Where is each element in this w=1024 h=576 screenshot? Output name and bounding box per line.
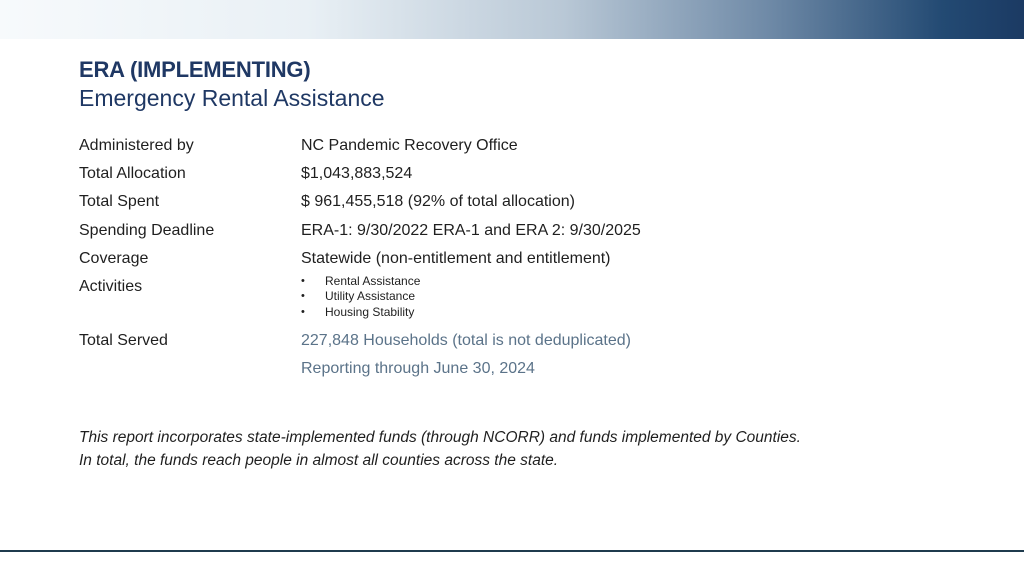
total-spent-label: Total Spent: [79, 193, 160, 211]
activity-utility-assistance: Utility Assistance: [325, 289, 416, 304]
bullet-icon: •: [301, 274, 305, 287]
row-coverage: [79, 250, 979, 278]
activities-label: Activities: [79, 277, 143, 295]
bottom-divider: [0, 550, 1024, 552]
bullet-icon: •: [301, 290, 305, 303]
list-item: [301, 289, 420, 305]
row-total-served: [79, 332, 979, 360]
list-item: [301, 305, 420, 321]
page-subtitle: Emergency Rental Assistance: [79, 85, 385, 111]
administered-by-value: NC Pandemic Recovery Office: [301, 137, 518, 154]
coverage-value: Statewide (non-entitlement and entitlement): [301, 249, 611, 267]
row-administered-by: [79, 137, 979, 165]
row-spending-deadline: [79, 222, 979, 250]
spending-deadline-label: Spending Deadline: [79, 221, 215, 239]
footnote-line-1: This report incorporates state-implemented funds (through NCORR) and funds implemented by Counties.: [79, 429, 801, 446]
row-total-spent: [79, 193, 979, 221]
footnote-line-2: In total, the funds reach people in almost all counties across the state.: [79, 451, 559, 469]
total-served-value: 227,848 Households (total is not deduplicated): [301, 331, 631, 349]
row-total-allocation: [79, 165, 979, 193]
bullet-icon: •: [301, 305, 305, 318]
coverage-label: Coverage: [79, 249, 149, 267]
administered-by-label: Administered by: [79, 137, 194, 154]
row-activities: [79, 273, 979, 332]
footnote: [79, 427, 979, 472]
total-spent-value: $ 961,455,518 (92% of total allocation): [301, 193, 575, 211]
activities-list: [301, 274, 420, 321]
details-table: [79, 137, 979, 388]
activity-rental-assistance: Rental Assistance: [325, 273, 421, 288]
list-item: [301, 274, 420, 290]
page-title: ERA (IMPLEMENTING): [79, 57, 311, 82]
total-served-label: Total Served: [79, 331, 168, 349]
activity-housing-stability: Housing Stability: [325, 304, 415, 319]
total-allocation-label: Total Allocation: [79, 165, 186, 183]
reporting-period: Reporting through June 30, 2024: [301, 360, 535, 378]
total-allocation-value: $1,043,883,524: [301, 165, 413, 183]
row-reporting: [79, 360, 979, 388]
header-gradient-band: [0, 0, 1024, 39]
spending-deadline-value: ERA-1: 9/30/2022 ERA-1 and ERA 2: 9/30/2025: [301, 221, 641, 239]
